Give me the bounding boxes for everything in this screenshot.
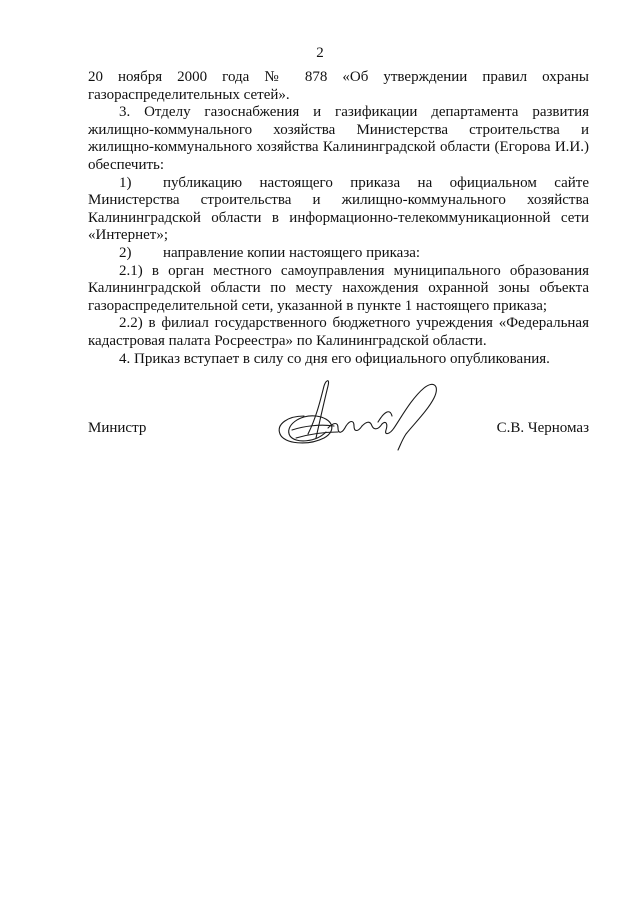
- paragraph-4: 4. Приказ вступает в силу со дня его официального опубликования.: [119, 350, 550, 367]
- list-item-2-1: 2.1) в орган местного самоуправления муниципального образования Калининградской области по месту нахождения охранной зоны объекта газораспределительной сети, указанной в пункте 1 настоящего приказа;: [88, 262, 589, 314]
- paragraph-3: 3. Отделу газоснабжения и газификации департамента развития жилищно-коммунального хозяйства Министерства строительства и жилищно-коммунального хозяйства Калининградской области (Егорова И.И.) обеспечить:: [88, 104, 589, 173]
- list-item-1: [88, 175, 589, 245]
- signature-block: [88, 419, 589, 439]
- list-item-2-2: 2.2) в филиал государственного бюджетного учреждения «Федеральная кадастровая палата Росреестра» по Калининградской области.: [88, 315, 589, 349]
- paragraph-continuation: 20 ноября 2000 года № 878 «Об утверждении правил охраны газораспределительных сетей».: [88, 69, 589, 103]
- page-number: 2: [316, 45, 324, 61]
- signatory-position: Министр: [88, 420, 147, 436]
- list-item-1-text: публикацию настоящего приказа на официальном сайте Министерства строительства и жилищно-коммунального хозяйства Калининградской области в информационно-телекоммуникационной сети «Интернет»;: [88, 174, 589, 244]
- list-item-2: [88, 245, 589, 263]
- list-item-1-number: 1): [119, 174, 132, 191]
- signatory-name: С.В. Черномаз: [496, 420, 589, 436]
- document-body: [88, 69, 589, 368]
- list-item-2-text: направление копии настоящего приказа:: [163, 244, 421, 261]
- handwritten-signature: [268, 372, 448, 452]
- list-item-2-number: 2): [119, 244, 132, 261]
